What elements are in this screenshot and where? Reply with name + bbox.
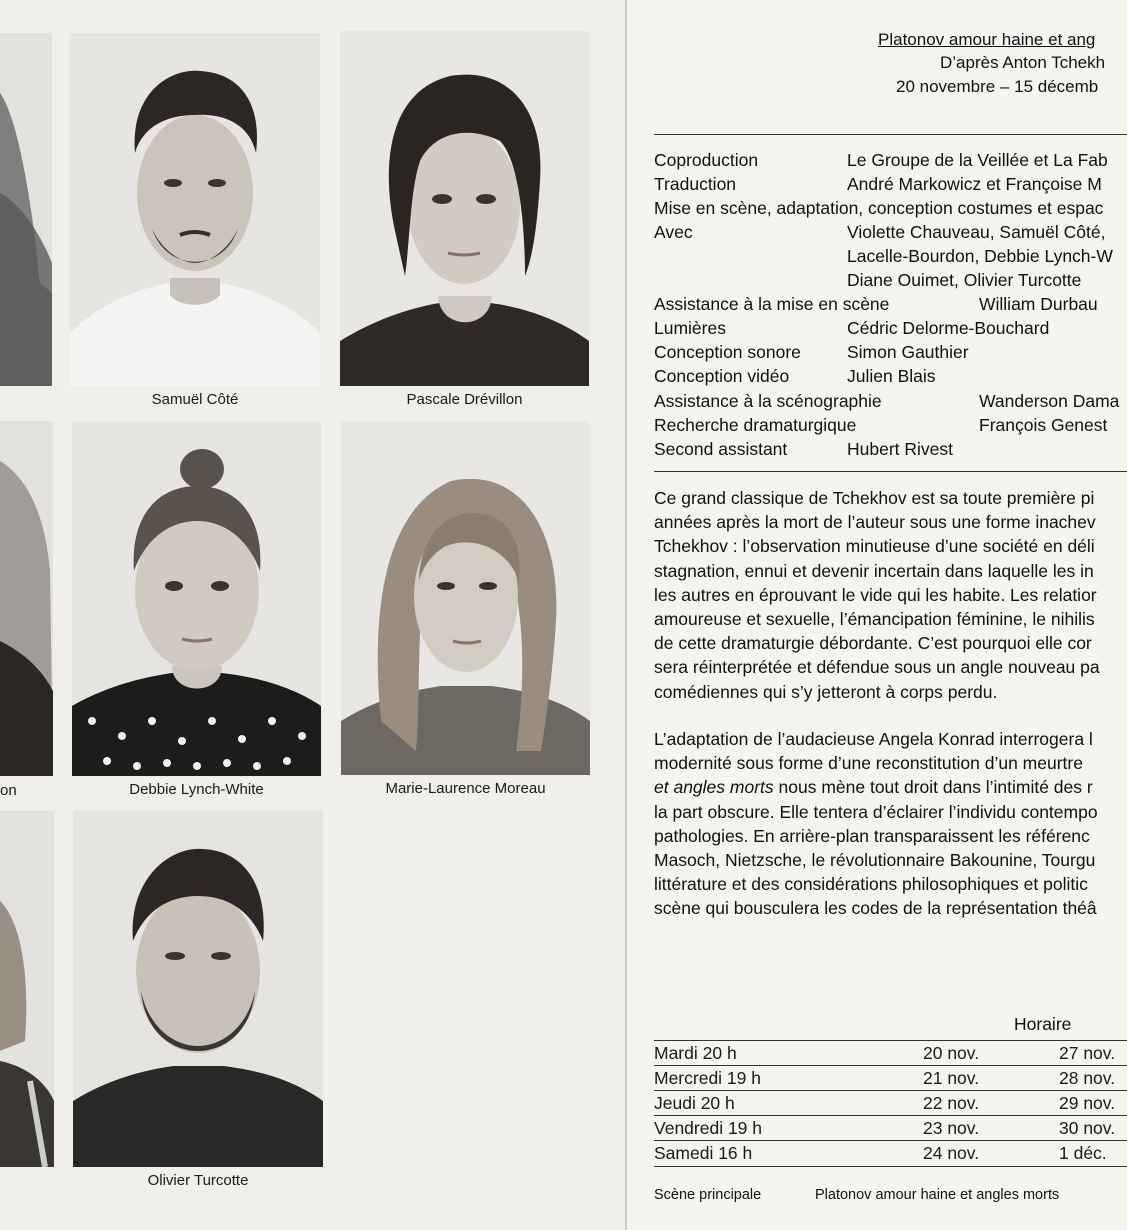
paragraph-line: littérature et des considérations philosophiques et politic [654,874,1088,895]
paragraph-line: Ce grand classique de Tchekhov est sa toute première pi [654,488,1095,508]
schedule-day: Jeudi 20 h [654,1093,735,1113]
schedule-row [654,1115,1127,1141]
credit-value: Diane Ouimet, Olivier Turcotte [847,270,1082,290]
credit-value: Violette Chauveau, Samuël Côté, [847,222,1106,242]
footer-show: Platonov amour haine et angles morts [815,1187,1060,1203]
photo-partial-bottom-left [0,811,54,1167]
paragraph-line: modernité sous forme d’une reconstitution d’un meurtre [654,753,1083,774]
caption-marie-laurence-moreau: Marie-Laurence Moreau [385,780,546,797]
play-dates: 20 novembre – 15 décemb [896,77,1099,96]
credit-value: Hubert Rivest [847,439,954,459]
schedule-row [654,1065,1127,1091]
paragraph-text: nous mène tout droit dans l’intimité des r [773,777,1093,798]
play-title: Platonov amour haine et ang [878,30,1096,49]
paragraph-line: scène qui bousculera les codes de la représentation théâ [654,898,1097,919]
play-author: D’après Anton Tchekh [940,53,1106,72]
schedule-date: 29 nov. [1059,1093,1116,1113]
photo-partial-middle-left [0,421,53,776]
divider-credits [654,471,1127,472]
caption-partial-left: on [0,782,17,799]
schedule-day: Samedi 16 h [654,1143,753,1163]
schedule-day: Mardi 20 h [654,1043,737,1063]
italic-title: et angles morts [654,777,774,798]
credit-value: André Markowicz et Françoise M [847,174,1102,194]
paragraph-line: de cette dramaturgie débordante. C’est pourquoi elle cor [654,633,1092,654]
credit-value: Wanderson Dama [979,391,1120,411]
photo-debbie-lynch-white [72,421,321,776]
schedule-date: 1 déc. [1059,1143,1107,1163]
schedule-date: 24 nov. [923,1143,980,1163]
footer-venue: Scène principale [654,1187,762,1203]
caption-olivier-turcotte: Olivier Turcotte [147,1172,249,1189]
paragraph-line: pathologies. En arrière-plan transparaissent les référenc [654,825,1090,846]
credit-role: Conception sonore [654,342,801,362]
credit-role: Lumières [654,318,726,338]
paragraph-line: la part obscure. Elle tentera d’éclairer l’individu contempo [654,801,1098,822]
schedule-date: 28 nov. [1059,1068,1116,1088]
paragraph-line: amoureuse et sexuelle, l’émancipation féminine, le nihilis [654,609,1095,630]
credit-role: Mise en scène, adaptation, conception costumes et espac [654,198,1104,218]
caption-samuel-cote: Samuël Côté [151,391,239,408]
schedule-heading: Horaire [1014,1014,1072,1034]
credit-value: Julien Blais [847,366,936,386]
paragraph-line: stagnation, ennui et devenir incertain dans laquelle les in [654,560,1094,581]
credit-role: Traduction [654,174,737,194]
caption-debbie-lynch-white: Debbie Lynch-White [129,781,264,798]
schedule-day: Mercredi 19 h [654,1068,761,1088]
schedule-date: 23 nov. [923,1118,980,1138]
schedule-row [654,1140,1127,1167]
photo-partial-top-left [0,33,52,386]
photo-samuel-cote [70,33,320,386]
credit-role: Coproduction [654,150,759,170]
credit-value: François Genest [979,415,1108,435]
paragraph-line: les autres en éprouvant le vide qui les habite. Les relatior [654,584,1097,605]
credit-role: Recherche dramaturgique [654,415,857,435]
credit-role: Second assistant [654,439,788,459]
paragraph-line: Masoch, Nietzsche, le révolutionnaire Bakounine, Tourgu [654,850,1096,871]
divider-top [654,134,1127,135]
credit-value: William Durbau [979,294,1098,314]
credit-value: Simon Gauthier [847,342,969,362]
photo-pascale-drevillon [340,31,589,386]
paragraph-line: Tchekhov : l’observation minutieuse d’une société en déli [654,536,1095,557]
credit-role: Assistance à la scénographie [654,391,882,411]
paragraph-line: années après la mort de l’auteur sous une forme inachev [654,512,1096,533]
credit-role: Conception vidéo [654,366,790,386]
schedule-day: Vendredi 19 h [654,1118,763,1138]
paragraph-line: comédiennes qui s’y jetteront à corps perdu. [654,681,998,702]
description-paragraph-1 [654,486,1127,704]
schedule-date: 27 nov. [1059,1043,1116,1063]
schedule-date: 21 nov. [923,1068,980,1088]
schedule-date: 30 nov. [1059,1118,1116,1138]
paragraph-line: L’adaptation de l’audacieuse Angela Konrad interrogera l [654,729,1093,749]
paragraph-line: sera réinterprétée et défendue sous un angle nouveau pa [654,657,1100,678]
credit-value: Lacelle-Bourdon, Debbie Lynch-W [847,246,1113,266]
credit-value: Cédric Delorme-Bouchard [847,318,1050,338]
schedule-row [654,1090,1127,1116]
schedule-row [654,1040,1127,1066]
credit-value: Le Groupe de la Veillée et La Fab [847,150,1108,170]
description-paragraph-2 [654,727,1127,921]
credit-role: Assistance à la mise en scène [654,294,890,314]
credit-role: Avec [654,222,693,242]
right-page [627,0,1127,1230]
caption-pascale-drevillon: Pascale Drévillon [406,391,523,408]
paragraph-line-mixed [654,775,1127,799]
schedule-date: 22 nov. [923,1093,980,1113]
photo-marie-laurence-moreau [341,421,590,775]
schedule-date: 20 nov. [923,1043,980,1063]
photo-olivier-turcotte [73,811,323,1167]
